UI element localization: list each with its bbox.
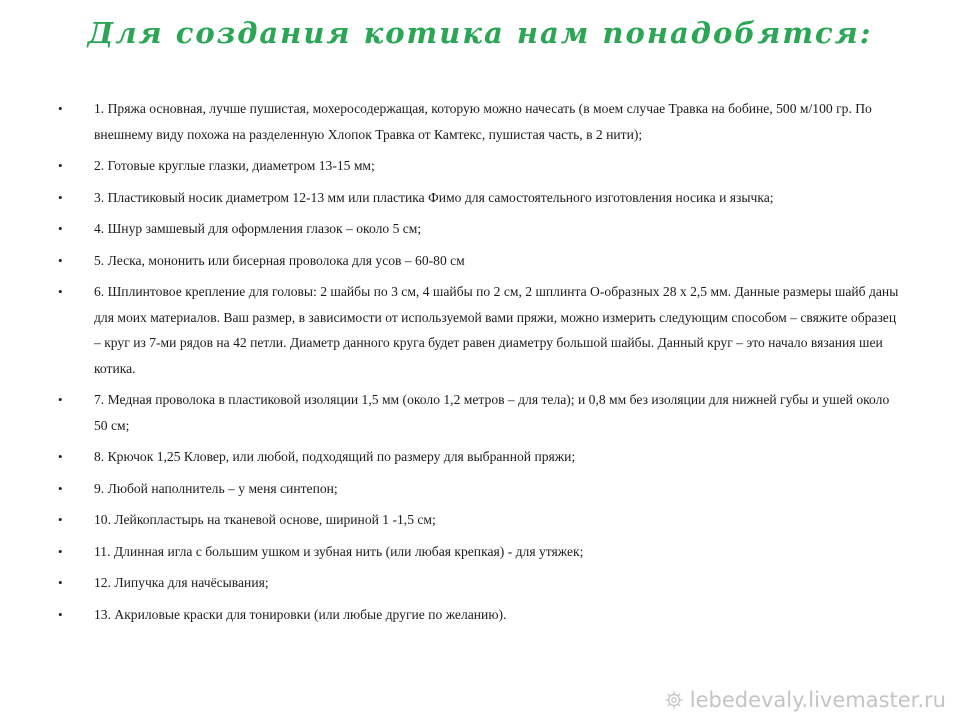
bullet-icon: • [58, 252, 63, 268]
list-item-text: 9. Любой наполнитель – у меня синтепон; [94, 480, 338, 496]
watermark [664, 688, 946, 712]
list-item-text: 1. Пряжа основная, лучше пушистая, мохеросодержащая, которую можно начесать (в моем случае Травка на бобине, 500 м/100 гр. По внешнему виду похожа на разделенную Хлопок Травка от Камтекс, пушистая часть, в 2 нити); [94, 101, 872, 142]
page-title: Для создания котика нам понадобятся: [87, 16, 873, 50]
list-item [58, 96, 903, 147]
bullet-icon: • [58, 101, 63, 116]
list-item [58, 248, 903, 274]
list-item [58, 539, 903, 565]
list-item-text: 5. Леска, мононить или бисерная проволока для усов – 60-80 см [94, 252, 465, 268]
bullet-icon: • [58, 512, 63, 527]
gear-icon [664, 690, 684, 710]
watermark-text: lebedevaly.livemaster.ru [689, 688, 946, 712]
bullet-icon: • [58, 158, 63, 173]
list-item-text: 7. Медная проволока в пластиковой изоляции 1,5 мм (около 1,2 метров – для тела); и 0,8 мм без изоляции для нижней губы и ушей около 50 см; [94, 392, 890, 433]
list-item-text: 3. Пластиковый носик диаметром 12-13 мм или пластика Фимо для самостоятельного изготовления носика и язычка; [94, 189, 774, 205]
list-item [58, 153, 903, 179]
bullet-icon: • [58, 543, 63, 559]
list-item-text: 12. Липучка для начёсывания; [94, 575, 269, 590]
list-item-text: 8. Крючок 1,25 Кловер, или любой, подходящий по размеру для выбранной пряжи; [94, 449, 576, 464]
list-item [58, 185, 903, 211]
list-item [58, 444, 903, 470]
bullet-icon: • [58, 189, 63, 205]
bullet-icon: • [58, 221, 63, 236]
list-item [58, 570, 903, 596]
list-item [58, 507, 903, 533]
bullet-icon: • [58, 575, 63, 590]
bullet-icon: • [58, 284, 63, 299]
list-item [58, 387, 903, 438]
list-item-text: 11. Длинная игла с большим ушком и зубная нить (или любая крепкая) - для утяжек; [94, 543, 584, 559]
list-item-text: 10. Лейкопластырь на тканевой основе, шириной 1 -1,5 см; [94, 512, 436, 527]
list-item-text: 6. Шплинтовое крепление для головы: 2 шайбы по 3 см, 4 шайбы по 2 см, 2 шплинта О-образных 28 х 2,5 мм. Данные размеры шайб даны для моих материалов. Ваш размер, в зависимости от используемой вами пряжи, можно измерить следующим способом – свяжите образец – круг из 7-ми рядов на 42 петли. Диаметр данного круга будет равен диаметру большой шайбы. Данный круг – это начало вязания шеи котика. [94, 284, 899, 376]
list-item [58, 216, 903, 242]
bullet-icon: • [58, 606, 63, 622]
bullet-icon: • [58, 449, 63, 464]
list-item-text: 2. Готовые круглые глазки, диаметром 13-15 мм; [94, 158, 375, 173]
materials-list [58, 96, 903, 633]
list-item-text: 13. Акриловые краски для тонировки (или любые другие по желанию). [94, 606, 507, 622]
list-item [58, 476, 903, 502]
bullet-icon: • [58, 480, 63, 496]
list-item [58, 279, 903, 381]
list-item [58, 602, 903, 628]
bullet-icon: • [58, 392, 63, 407]
list-item-text: 4. Шнур замшевый для оформления глазок – около 5 см; [94, 221, 422, 236]
